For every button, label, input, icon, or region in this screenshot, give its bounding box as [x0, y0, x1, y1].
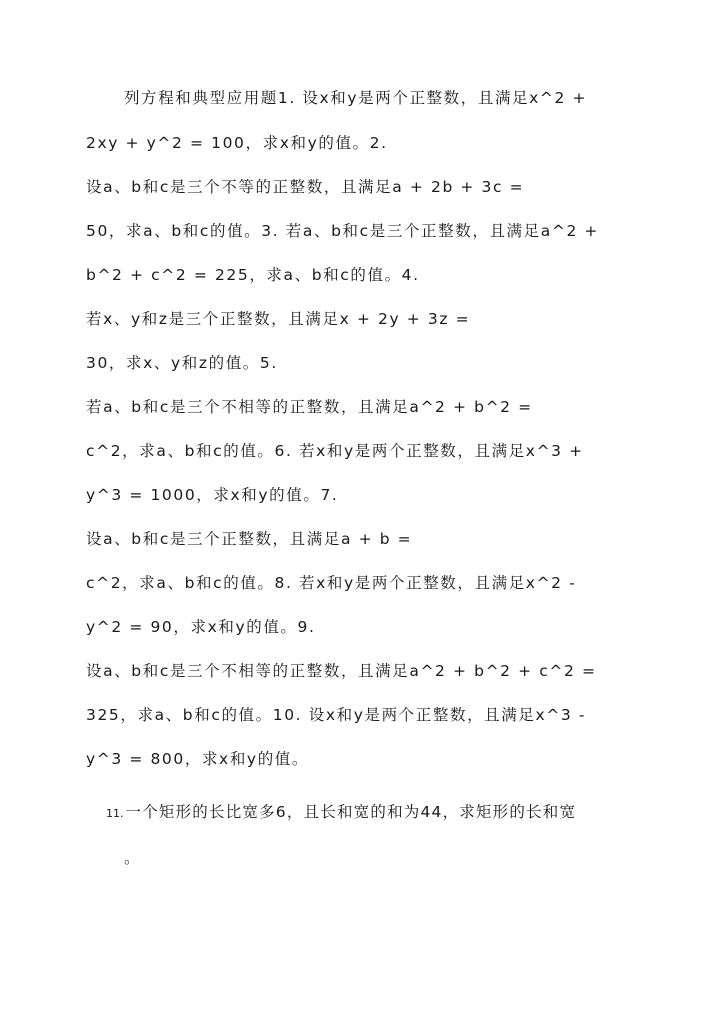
text-line-7: 30，求x、y和z的值。5.: [86, 354, 278, 372]
text-line-5: b^2 + c^2 = 225，求a、b和c的值。4.: [86, 266, 420, 284]
text-line-9: c^2，求a、b和c的值。6. 若x和y是两个正整数，且满足x^3 +: [86, 442, 584, 460]
text-line-12: c^2，求a、b和c的值。8. 若x和y是两个正整数，且满足x^2 -: [86, 574, 577, 592]
text-line-8: 若a、b和c是三个不相等的正整数，且满足a^2 + b^2 =: [86, 398, 533, 416]
list-item-11: [106, 802, 576, 824]
item-11-continuation: 。: [124, 849, 140, 867]
text-line-2: 2xy + y^2 = 100，求x和y的值。2.: [86, 134, 388, 152]
text-line-16: y^3 = 800，求x和y的值。: [86, 750, 309, 768]
text-line-6: 若x、y和z是三个正整数，且满足x + 2y + 3z =: [86, 310, 471, 328]
text-line-15: 325，求a、b和c的值。10. 设x和y是两个正整数，且满足x^3 -: [86, 706, 587, 724]
text-line-14: 设a、b和c是三个不相等的正整数，且满足a^2 + b^2 + c^2 =: [86, 662, 597, 680]
text-line-10: y^3 = 1000，求x和y的值。7.: [86, 486, 339, 504]
text-line-13: y^2 = 90，求x和y的值。9.: [86, 618, 316, 636]
item-11-text: 一个矩形的长比宽多6，且长和宽的和为44，求矩形的长和宽: [125, 803, 577, 821]
item-11-number: 11.: [106, 807, 124, 820]
text-line-4: 50，求a、b和c的值。3. 若a、b和c是三个正整数，且满足a^2 +: [86, 222, 600, 240]
text-line-3: 设a、b和c是三个不等的正整数，且满足a + 2b + 3c =: [86, 178, 525, 196]
text-line-11: 设a、b和c是三个正整数，且满足a + b =: [86, 530, 413, 548]
text-line-1: 列方程和典型应用题1. 设x和y是两个正整数，且满足x^2 +: [124, 89, 588, 107]
